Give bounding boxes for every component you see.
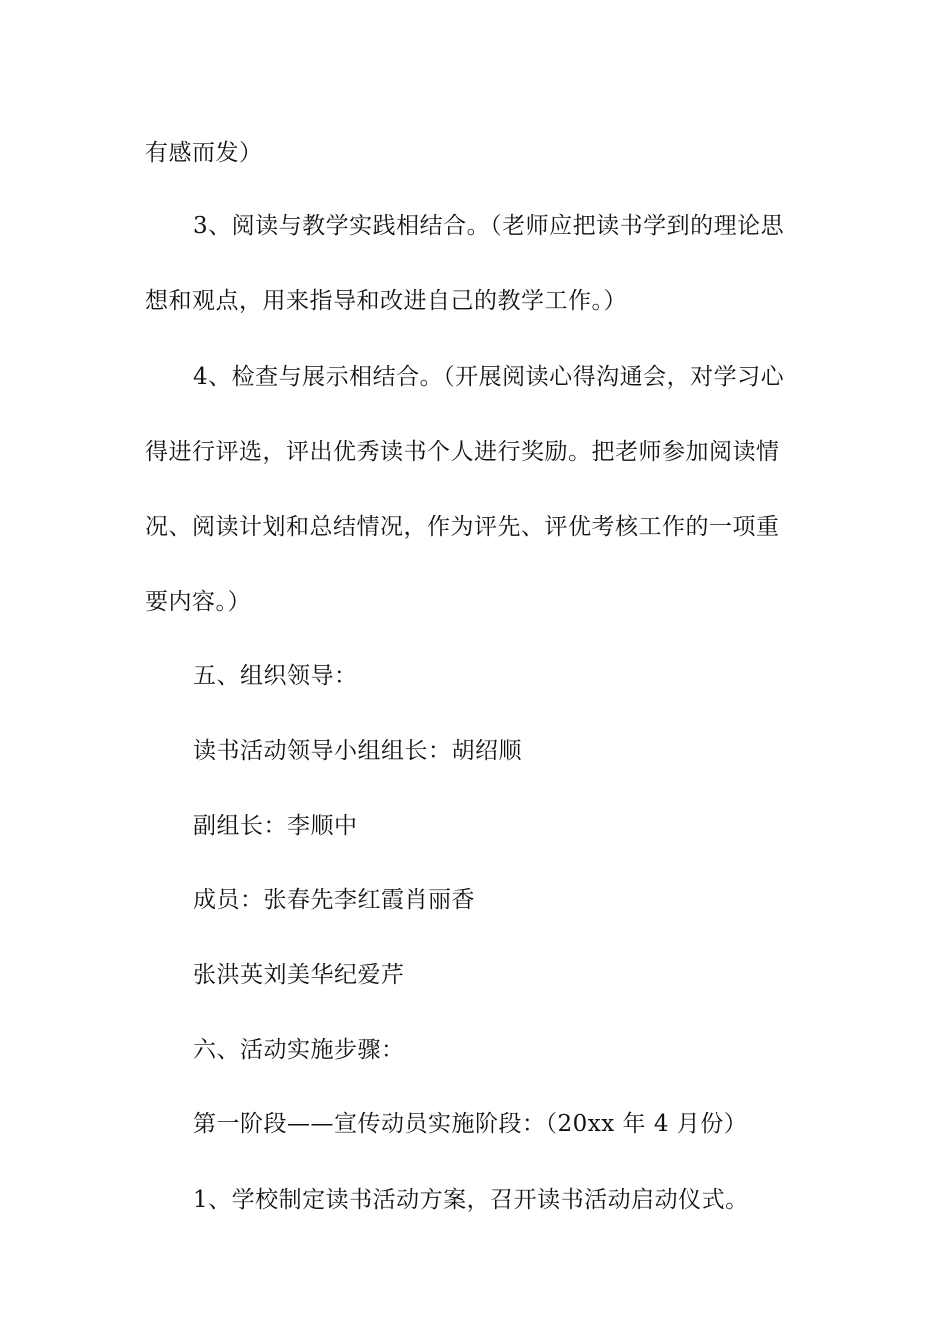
section-heading-steps: 六、活动实施步骤： — [193, 1037, 405, 1063]
section-heading-organization: 五、组织领导： — [193, 663, 358, 689]
text-line-members: 成员：张春先李红霞肖丽香 — [193, 887, 475, 913]
text-line-6: 况、阅读计划和总结情况，作为评先、评优考核工作的一项重 — [145, 514, 780, 540]
text-line-deputy: 副组长：李顺中 — [193, 813, 358, 839]
text-line-leader: 读书活动领导小组组长：胡绍顺 — [193, 738, 522, 764]
text-line-step-1: 1、学校制定读书活动方案，召开读书活动启动仪式。 — [193, 1187, 749, 1213]
text-line-7: 要内容。） — [145, 589, 251, 615]
text-line-2: 3、阅读与教学实践相结合。（老师应把读书学到的理论思 — [193, 213, 785, 239]
text-line-3: 想和观点，用来指导和改进自己的教学工作。） — [145, 288, 627, 314]
text-line-1: 有感而发） — [145, 140, 263, 166]
text-line-5: 得进行评选，评出优秀读书个人进行奖励。把老师参加阅读情 — [145, 439, 780, 465]
text-line-phase-1: 第一阶段——宣传动员实施阶段：（20xx 年 4 月份） — [193, 1111, 748, 1137]
text-line-4: 4、检查与展示相结合。（开展阅读心得沟通会，对学习心 — [193, 364, 785, 390]
text-line-members-2: 张洪英刘美华纪爱芹 — [193, 962, 405, 988]
